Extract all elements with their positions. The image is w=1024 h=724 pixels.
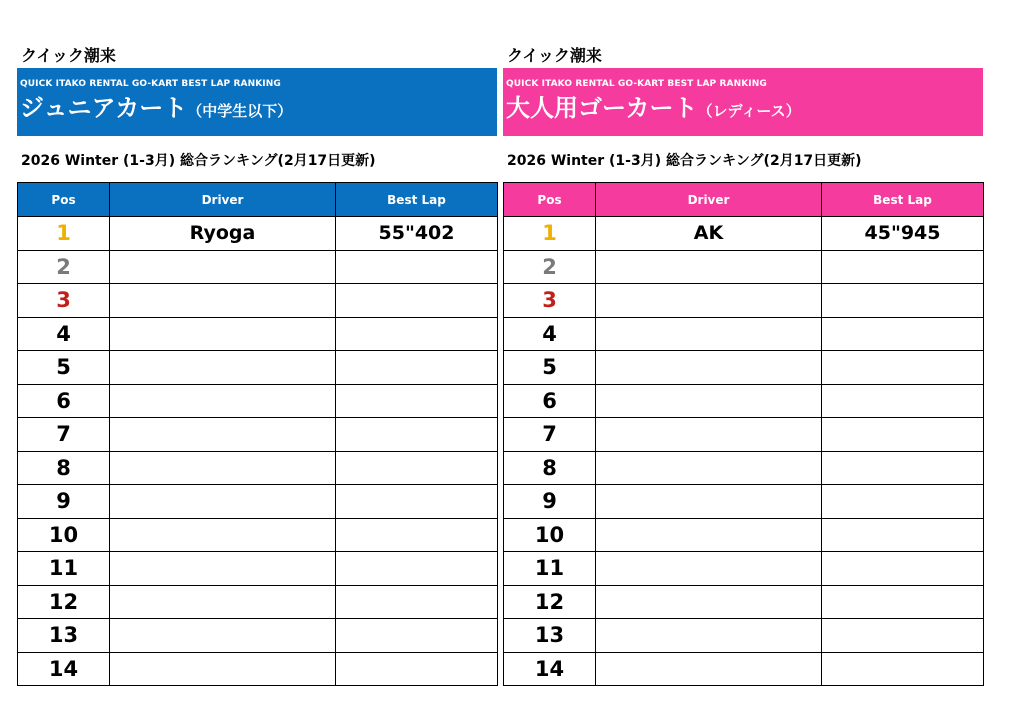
position-cell: 1 — [504, 217, 596, 251]
driver-header: Driver — [110, 183, 336, 217]
best-lap-cell — [822, 585, 984, 619]
table-row — [504, 552, 984, 586]
driver-cell — [596, 451, 822, 485]
best-lap-cell — [336, 451, 498, 485]
table-row — [18, 451, 498, 485]
best-lap-cell — [822, 552, 984, 586]
position-cell: 12 — [18, 585, 110, 619]
banner-subtitle: QUICK ITAKO RENTAL GO-KART BEST LAP RANKING — [20, 79, 281, 89]
position-cell: 8 — [504, 451, 596, 485]
banner-title-main: ジュニアカート — [20, 94, 188, 122]
table-row — [18, 619, 498, 653]
best-lap-cell — [822, 250, 984, 284]
best-lap-cell — [822, 384, 984, 418]
best-lap-cell — [336, 317, 498, 351]
position-cell: 12 — [504, 585, 596, 619]
driver-cell — [110, 351, 336, 385]
table-row — [18, 317, 498, 351]
driver-cell — [110, 585, 336, 619]
driver-cell — [110, 317, 336, 351]
position-cell: 9 — [18, 485, 110, 519]
position-cell: 6 — [504, 384, 596, 418]
driver-cell — [110, 384, 336, 418]
banner-title-note: （レディース） — [697, 102, 801, 120]
driver-cell — [110, 619, 336, 653]
best-lap-cell — [336, 619, 498, 653]
driver-cell — [110, 250, 336, 284]
table-row — [504, 217, 984, 251]
best-lap-cell — [336, 652, 498, 686]
driver-cell — [596, 518, 822, 552]
position-cell: 3 — [18, 284, 110, 318]
table-row — [504, 485, 984, 519]
best-lap-cell — [822, 317, 984, 351]
table-row — [504, 418, 984, 452]
table-row — [18, 485, 498, 519]
best-lap-cell — [336, 351, 498, 385]
table-row — [18, 217, 498, 251]
table-row — [18, 351, 498, 385]
position-cell: 6 — [18, 384, 110, 418]
table-row — [504, 585, 984, 619]
table-row — [504, 317, 984, 351]
season-heading: 2026 Winter (1-3月) 総合ランキング(2月17日更新) — [21, 153, 376, 169]
best-lap-cell — [822, 485, 984, 519]
pos-header: Pos — [504, 183, 596, 217]
position-cell: 10 — [18, 518, 110, 552]
table-row — [18, 652, 498, 686]
driver-cell — [596, 351, 822, 385]
driver-cell: AK — [596, 217, 822, 251]
table-row — [504, 518, 984, 552]
table-row — [504, 284, 984, 318]
position-cell: 9 — [504, 485, 596, 519]
table-header-row — [18, 183, 498, 217]
position-cell: 3 — [504, 284, 596, 318]
table-header-row — [504, 183, 984, 217]
table-row — [18, 518, 498, 552]
driver-cell: Ryoga — [110, 217, 336, 251]
best-lap-cell — [336, 284, 498, 318]
position-cell: 13 — [504, 619, 596, 653]
driver-cell — [596, 250, 822, 284]
best-lap-cell — [336, 485, 498, 519]
driver-cell — [110, 485, 336, 519]
category-banner — [17, 68, 497, 136]
season-heading: 2026 Winter (1-3月) 総合ランキング(2月17日更新) — [507, 153, 862, 169]
category-banner — [503, 68, 983, 136]
driver-cell — [596, 652, 822, 686]
junior-panel — [17, 44, 497, 686]
position-cell: 2 — [504, 250, 596, 284]
ladies-panel — [503, 44, 983, 686]
position-cell: 8 — [18, 451, 110, 485]
best-lap-header: Best Lap — [336, 183, 498, 217]
best-lap-cell — [336, 585, 498, 619]
best-lap-cell: 55"402 — [336, 217, 498, 251]
best-lap-cell — [822, 619, 984, 653]
table-row — [504, 619, 984, 653]
pos-header: Pos — [18, 183, 110, 217]
driver-cell — [596, 552, 822, 586]
position-cell: 11 — [18, 552, 110, 586]
best-lap-cell — [822, 652, 984, 686]
table-row — [504, 384, 984, 418]
driver-cell — [110, 451, 336, 485]
ranking-table — [503, 182, 984, 686]
table-row — [504, 250, 984, 284]
table-row — [18, 418, 498, 452]
table-row — [504, 351, 984, 385]
best-lap-header: Best Lap — [822, 183, 984, 217]
driver-cell — [596, 384, 822, 418]
driver-cell — [596, 418, 822, 452]
best-lap-cell — [822, 451, 984, 485]
position-cell: 5 — [18, 351, 110, 385]
table-row — [18, 284, 498, 318]
driver-cell — [110, 518, 336, 552]
banner-title-main: 大人用ゴーカート — [506, 94, 698, 122]
best-lap-cell — [336, 384, 498, 418]
position-cell: 7 — [504, 418, 596, 452]
driver-cell — [110, 418, 336, 452]
driver-header: Driver — [596, 183, 822, 217]
position-cell: 1 — [18, 217, 110, 251]
table-row — [504, 451, 984, 485]
driver-cell — [110, 652, 336, 686]
best-lap-cell — [822, 418, 984, 452]
position-cell: 10 — [504, 518, 596, 552]
banner-title-note: （中学生以下） — [187, 102, 293, 120]
driver-cell — [110, 284, 336, 318]
best-lap-cell — [336, 518, 498, 552]
position-cell: 14 — [18, 652, 110, 686]
best-lap-cell — [822, 284, 984, 318]
best-lap-cell — [822, 518, 984, 552]
brand-label: クイック潮来 — [21, 46, 116, 65]
best-lap-cell — [336, 418, 498, 452]
table-row — [18, 384, 498, 418]
position-cell: 4 — [504, 317, 596, 351]
position-cell: 5 — [504, 351, 596, 385]
driver-cell — [596, 485, 822, 519]
position-cell: 13 — [18, 619, 110, 653]
position-cell: 14 — [504, 652, 596, 686]
position-cell: 7 — [18, 418, 110, 452]
driver-cell — [596, 317, 822, 351]
driver-cell — [596, 585, 822, 619]
table-row — [18, 585, 498, 619]
table-row — [504, 652, 984, 686]
position-cell: 11 — [504, 552, 596, 586]
best-lap-cell — [822, 351, 984, 385]
driver-cell — [110, 552, 336, 586]
banner-subtitle: QUICK ITAKO RENTAL GO-KART BEST LAP RANKING — [506, 79, 767, 89]
position-cell: 2 — [18, 250, 110, 284]
best-lap-cell — [336, 250, 498, 284]
banner-title — [506, 93, 983, 126]
best-lap-cell: 45"945 — [822, 217, 984, 251]
position-cell: 4 — [18, 317, 110, 351]
ranking-table — [17, 182, 498, 686]
table-row — [18, 552, 498, 586]
driver-cell — [596, 619, 822, 653]
best-lap-cell — [336, 552, 498, 586]
banner-title — [20, 93, 497, 126]
table-row — [18, 250, 498, 284]
driver-cell — [596, 284, 822, 318]
brand-label: クイック潮来 — [507, 46, 602, 65]
